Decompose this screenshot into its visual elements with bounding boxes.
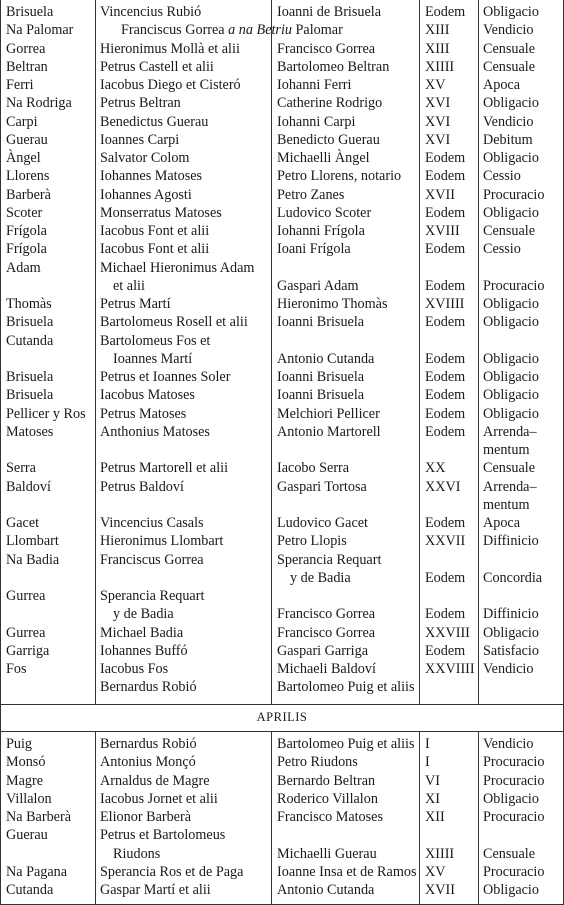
cell-party: Iacobus Font et alii — [100, 223, 210, 239]
cell-act: Obligacio — [483, 882, 539, 898]
cell-party: Petrus Baldoví — [100, 478, 184, 495]
cell-party: Iohannes Matoses — [100, 168, 203, 185]
cell-day: XIIII — [425, 845, 455, 862]
cell-recipient: Bartolomeo Beltran — [277, 58, 390, 75]
cell-party: Petrus Beltran — [100, 95, 181, 112]
cell-act: Cessio — [483, 168, 521, 185]
cell-act: Procuracio — [483, 772, 545, 789]
spanning-entry-italic: a na Betriu — [228, 22, 292, 39]
cell-party: Ioannes Carpi — [100, 131, 180, 148]
cell-surname: Adam — [6, 259, 41, 276]
cell-day: XXVIIII — [425, 661, 475, 677]
cell-surname: Gurrea — [6, 588, 46, 604]
cell-surname: Na Palomar — [6, 22, 74, 39]
cell-act: Arrenda– — [483, 423, 537, 440]
column-rule — [271, 0, 272, 704]
cell-act: Obligacio — [483, 790, 539, 807]
cell-party: Sperancia Ros et de Paga — [100, 863, 244, 880]
cell-day: XV — [425, 77, 446, 93]
cell-act: Obligacio — [483, 204, 539, 221]
cell-surname: Àngel — [6, 150, 41, 166]
cell-day: Eodem — [425, 277, 466, 294]
cell-recipient: Petro Riudons — [277, 754, 358, 771]
cell-recipient: Iohanni Carpi — [277, 113, 356, 130]
column-rule — [95, 0, 96, 704]
cell-surname: Serra — [6, 460, 36, 477]
cell-recipient: Antonio Cutanda — [277, 350, 375, 367]
cell-day: XXVIII — [425, 624, 470, 641]
cell-surname: Frígola — [6, 241, 47, 258]
cell-party: Iacobus Diego et Cisteró — [100, 77, 241, 93]
cell-act: mentum — [483, 496, 530, 513]
cell-surname: Brisuela — [6, 4, 54, 20]
cell-recipient: Petro Zanes — [277, 186, 345, 203]
cell-act: Obligacio — [483, 387, 539, 404]
cell-day: XVI — [425, 95, 451, 112]
cell-recipient: Ioani Frígola — [277, 241, 351, 258]
cell-day: Eodem — [425, 387, 466, 404]
cell-recipient: Ioanni Brisuela — [277, 369, 365, 385]
cell-act: Diffinicio — [483, 606, 539, 623]
cell-day: XVIIII — [425, 296, 465, 312]
section-rule-bottom — [0, 731, 564, 732]
column-rule — [95, 731, 96, 905]
cell-act: Obligacio — [483, 624, 539, 641]
cell-day: I — [425, 754, 430, 771]
column-rule — [478, 0, 479, 704]
cell-recipient: Michaelli Àngel — [277, 150, 370, 166]
cell-day: Eodem — [425, 606, 466, 623]
cell-party: Bernardus Robió — [100, 736, 197, 752]
cell-surname: Llombart — [6, 533, 59, 550]
cell-recipient: Ioanni Brisuela — [277, 314, 365, 331]
cell-day: XX — [425, 460, 446, 477]
cell-act: Procuracio — [483, 186, 545, 203]
cell-act: Satisfacio — [483, 642, 539, 659]
cell-surname: Ferri — [6, 77, 34, 93]
cell-act: Censuale — [483, 223, 536, 239]
cell-day: XIIII — [425, 58, 455, 75]
cell-surname: Matoses — [6, 423, 54, 440]
cell-party: Bartolomeus Rosell et alii — [100, 314, 248, 331]
cell-surname: Guerau — [6, 827, 48, 844]
cell-party: Benedictus Guerau — [100, 113, 209, 130]
cell-surname: Carpi — [6, 113, 38, 130]
cell-day: XVII — [425, 882, 455, 898]
section-title: APRILIS — [256, 710, 308, 724]
cell-day: Eodem — [425, 369, 466, 385]
cell-act: Censuale — [483, 845, 536, 862]
column-rule — [478, 731, 479, 905]
cell-party: Petrus et Bartolomeus — [100, 827, 226, 844]
cell-recipient: Francisco Gorrea — [277, 624, 376, 641]
cell-act: Arrenda– — [483, 478, 537, 495]
cell-party: Bartolomeus Fos et — [100, 332, 211, 349]
cell-recipient: Ludovico Gacet — [277, 515, 368, 531]
cell-party: Iacobus Font et alii — [100, 241, 210, 258]
cell-party: Iacobus Matoses — [100, 387, 195, 404]
cell-recipient: Petro Llopis — [277, 533, 347, 550]
cell-party: Iacobus Jornet et alii — [100, 790, 218, 807]
cell-surname: Na Pagana — [6, 863, 68, 880]
cell-day: XVIII — [425, 223, 460, 239]
cell-recipient: Gaspari Adam — [277, 277, 359, 294]
cell-party: Petrus Castell et alii — [100, 58, 214, 75]
column-rule — [419, 731, 420, 905]
section-rule-top — [0, 704, 564, 705]
cell-day: Eodem — [425, 569, 466, 586]
cell-day: XV — [425, 863, 446, 880]
cell-recipient: Sperancia Requart — [277, 551, 382, 568]
cell-day: XIII — [425, 40, 450, 57]
cell-recipient: Catherine Rodrigo — [277, 95, 383, 112]
cell-surname: Puig — [6, 736, 33, 752]
cell-surname: Gacet — [6, 515, 40, 531]
cell-surname: Cutanda — [6, 882, 54, 898]
cell-act: Concordia — [483, 569, 543, 586]
cell-day: XVI — [425, 131, 451, 148]
cell-day: Eodem — [425, 405, 466, 422]
cell-act: Obligacio — [483, 150, 539, 166]
cell-surname: Thomàs — [6, 296, 52, 312]
spanning-entry — [121, 21, 343, 39]
cell-recipient: Ioanni de Brisuela — [277, 4, 382, 20]
cell-surname: Magre — [6, 772, 44, 789]
spanning-entry-tail: Palomar — [295, 22, 343, 39]
cell-surname: Llorens — [6, 168, 50, 185]
cell-act: Debitum — [483, 131, 533, 148]
cell-recipient: Ioanni Brisuela — [277, 387, 365, 404]
cell-day: XI — [425, 790, 440, 807]
cell-act: Vendicio — [483, 661, 534, 677]
cell-party: Gaspar Martí et alii — [100, 882, 211, 898]
cell-day: VI — [425, 772, 440, 789]
cell-day: Eodem — [425, 423, 466, 440]
cell-act: Obligacio — [483, 296, 539, 312]
cell-surname: Baldoví — [6, 478, 51, 495]
cell-surname: Frígola — [6, 223, 47, 239]
column-rule — [419, 0, 420, 704]
cell-surname: Garriga — [6, 642, 50, 659]
cell-recipient: Francisco Gorrea — [277, 40, 376, 57]
cell-act: Censuale — [483, 40, 536, 57]
cell-act: Procuracio — [483, 863, 545, 880]
cell-day: XVII — [425, 186, 455, 203]
cell-recipient: Benedicto Guerau — [277, 131, 380, 148]
cell-party: Riudons — [113, 845, 161, 862]
cell-surname: Scoter — [6, 204, 43, 221]
cell-recipient: Antonio Martorell — [277, 423, 381, 440]
cell-day: Eodem — [425, 241, 466, 258]
cell-recipient: Roderico Villalon — [277, 790, 378, 807]
cell-recipient: Iacobo Serra — [277, 460, 350, 477]
cell-act: Obligacio — [483, 369, 539, 385]
cell-party: Anthonius Matoses — [100, 423, 210, 440]
cell-recipient: Melchiori Pellicer — [277, 405, 380, 422]
cell-recipient: Petro Llorens, notario — [277, 168, 402, 185]
cell-party: Iohannes Buffó — [100, 642, 188, 659]
cell-act: Obligacio — [483, 314, 539, 331]
cell-surname: Brisuela — [6, 314, 54, 331]
cell-act: Diffinicio — [483, 533, 539, 550]
cell-recipient: Antonio Cutanda — [277, 882, 375, 898]
cell-act: Procuracio — [483, 754, 545, 771]
cell-party: Arnaldus de Magre — [100, 772, 210, 789]
cell-recipient: Michaelli Guerau — [277, 845, 377, 862]
cell-act: Censuale — [483, 58, 536, 75]
cell-surname: Brisuela — [6, 387, 54, 404]
cell-party: Petrus Matoses — [100, 405, 187, 422]
cell-surname: Gorrea — [6, 40, 46, 57]
cell-party: Ioannes Martí — [113, 350, 193, 367]
cell-party: et alii — [113, 277, 145, 294]
cell-day: I — [425, 736, 430, 752]
cell-party: Iohannes Agosti — [100, 186, 192, 203]
cell-act: Obligacio — [483, 4, 539, 20]
column-rule — [271, 731, 272, 905]
cell-surname: Gurrea — [6, 624, 46, 641]
cell-party: Franciscus Gorrea — [100, 551, 204, 568]
cell-party: Salvator Colom — [100, 150, 190, 166]
cell-act: Procuracio — [483, 277, 545, 294]
cell-party: Petrus Martí — [100, 296, 171, 312]
cell-party: Sperancia Requart — [100, 588, 205, 604]
cell-day: Eodem — [425, 642, 466, 659]
cell-party: Elionor Barberà — [100, 809, 191, 825]
cell-surname: Na Rodriga — [6, 95, 72, 112]
cell-recipient: y de Badia — [290, 569, 351, 586]
cell-recipient: Michaeli Baldoví — [277, 661, 376, 677]
cell-day: XIII — [425, 22, 450, 39]
cell-surname: Na Badia — [6, 551, 60, 568]
cell-recipient: Francisco Gorrea — [277, 606, 376, 623]
spanning-entry-name: Franciscus Gorrea — [121, 22, 225, 39]
cell-day: XXVI — [425, 478, 461, 495]
cell-recipient: Bernardo Beltran — [277, 772, 376, 789]
cell-recipient: Gaspari Tortosa — [277, 478, 367, 495]
cell-surname: Beltran — [6, 58, 48, 75]
cell-day: XVI — [425, 113, 451, 130]
cell-day: Eodem — [425, 350, 466, 367]
cell-act: Vendicio — [483, 22, 534, 39]
cell-surname: Brisuela — [6, 369, 54, 385]
cell-act: Obligacio — [483, 350, 539, 367]
cell-party: Hieronimus Mollà et alii — [100, 40, 240, 57]
cell-act: Censuale — [483, 460, 536, 477]
cell-recipient: Bartolomeo Puig et aliis — [277, 679, 415, 696]
cell-party: Iacobus Fos — [100, 661, 169, 677]
cell-party: Monserratus Matoses — [100, 204, 222, 221]
cell-surname: Pellicer y Ros — [6, 405, 86, 422]
cell-surname: Fos — [6, 661, 27, 677]
cell-surname: Cutanda — [6, 332, 54, 349]
cell-act: mentum — [483, 442, 530, 458]
cell-day: XII — [425, 809, 445, 825]
cell-party: Michael Hieronimus Adam — [100, 259, 255, 276]
cell-day: XXVII — [425, 533, 466, 550]
cell-recipient: Gaspari Garriga — [277, 642, 368, 659]
cell-surname: Guerau — [6, 131, 48, 148]
table-border-left — [0, 0, 1, 905]
cell-party: Vincencius Rubió — [100, 4, 202, 20]
cell-act: Vendicio — [483, 736, 534, 752]
cell-surname: Villalon — [6, 790, 52, 807]
cell-recipient: Bartolomeo Puig et aliis — [277, 736, 415, 752]
cell-act: Vendicio — [483, 113, 534, 130]
cell-recipient: Iohanni Ferri — [277, 77, 352, 93]
cell-surname: Monsó — [6, 754, 46, 771]
cell-act: Apoca — [483, 515, 521, 531]
cell-act: Cessio — [483, 241, 521, 258]
cell-party: Antonius Monçó — [100, 754, 196, 771]
cell-act: Procuracio — [483, 809, 545, 825]
cell-day: Eodem — [425, 168, 466, 185]
cell-day: Eodem — [425, 314, 466, 331]
cell-recipient: Francisco Matoses — [277, 809, 383, 825]
cell-recipient: Hieronimo Thomàs — [277, 296, 388, 312]
cell-party: Petrus Martorell et alii — [100, 460, 229, 477]
cell-party: Vincencius Casals — [100, 515, 204, 531]
cell-day: Eodem — [425, 515, 466, 531]
cell-act: Obligacio — [483, 405, 539, 422]
cell-act: Obligacio — [483, 95, 539, 112]
cell-recipient: Ioanne Insa et de Ramos — [277, 863, 417, 880]
cell-act: Apoca — [483, 77, 521, 93]
cell-party: Michael Badia — [100, 624, 184, 641]
cell-party: y de Badia — [113, 606, 174, 623]
cell-day: Eodem — [425, 4, 466, 20]
cell-recipient: Iohanni Frígola — [277, 223, 365, 239]
cell-party: Bernardus Robió — [100, 679, 197, 696]
cell-surname: Na Barberà — [6, 809, 71, 825]
cell-party: Hieronimus Llombart — [100, 533, 224, 550]
cell-day: Eodem — [425, 204, 466, 221]
cell-day: Eodem — [425, 150, 466, 166]
cell-recipient: Ludovico Scoter — [277, 204, 372, 221]
cell-surname: Barberà — [6, 186, 51, 203]
cell-party: Petrus et Ioannes Soler — [100, 369, 231, 385]
